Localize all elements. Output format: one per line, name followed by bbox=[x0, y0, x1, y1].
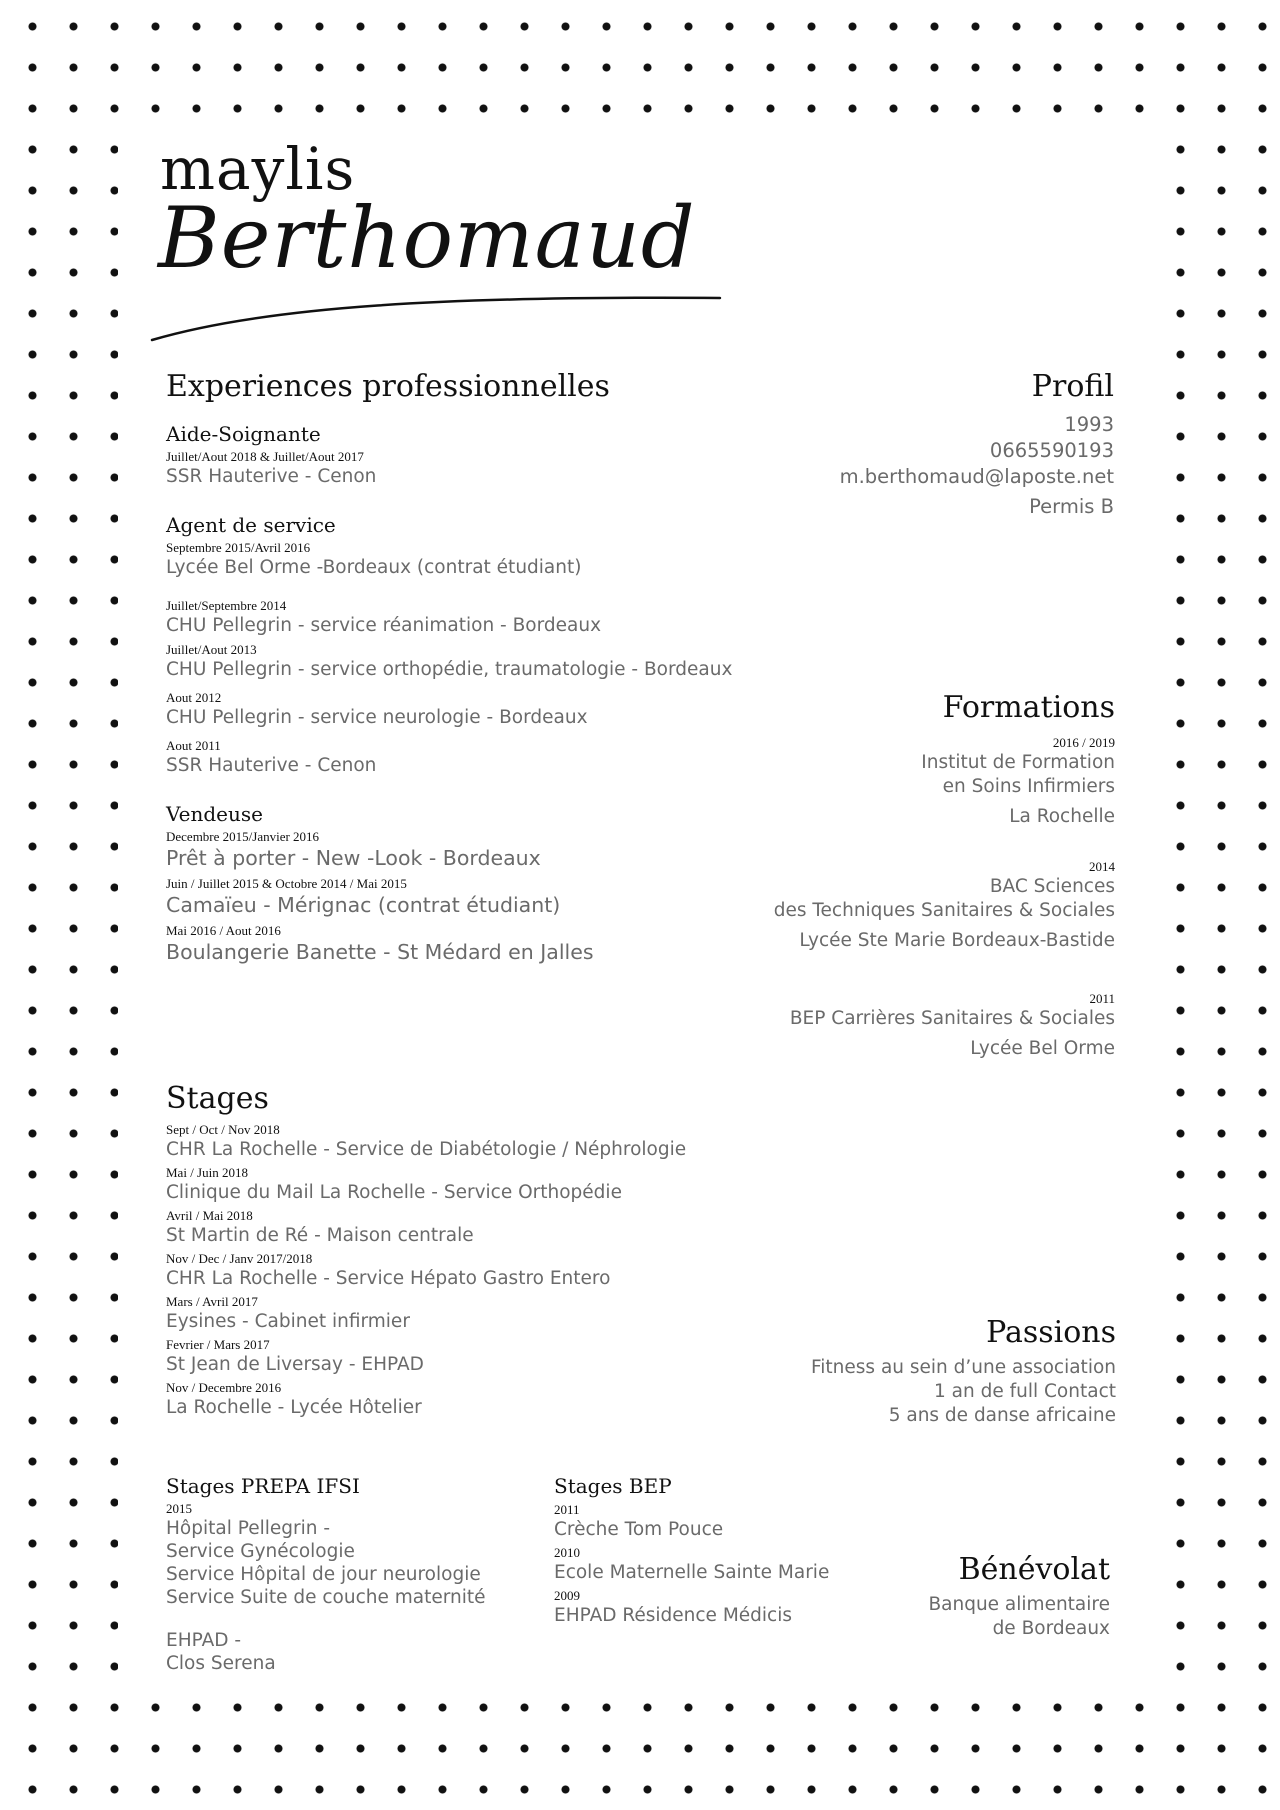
prepa-line: Hôpital Pellegrin - bbox=[166, 1518, 331, 1539]
entry-date: Juin / Juillet 2015 & Octobre 2014 / Mai 2015 bbox=[166, 876, 407, 891]
entry-date: Aout 2011 bbox=[166, 738, 221, 753]
stage-place: La Rochelle - Lycée Hôtelier bbox=[166, 1397, 422, 1418]
formation-date: 2014 bbox=[1089, 859, 1115, 874]
prepa-line: Clos Serena bbox=[166, 1653, 276, 1674]
benevolat-line: de Bordeaux bbox=[992, 1618, 1110, 1639]
stage-date: Mai / Juin 2018 bbox=[166, 1165, 248, 1180]
stages-section bbox=[166, 1081, 786, 1420]
stage-entry bbox=[166, 1122, 786, 1162]
entry-place: CHU Pellegrin - service réanimation - Bordeaux bbox=[166, 615, 602, 636]
profil-title: Profil bbox=[1031, 369, 1114, 404]
job-role: Vendeuse bbox=[166, 802, 263, 826]
formation-place: Lycée Ste Marie Bordeaux-Bastide bbox=[799, 930, 1115, 951]
entry-date: Mai 2016 / Aout 2016 bbox=[166, 923, 281, 938]
bep-stage-place: Ecole Maternelle Sainte Marie bbox=[554, 1562, 830, 1583]
bep-stages-title: Stages BEP bbox=[554, 1474, 672, 1498]
stage-entry bbox=[166, 1294, 786, 1334]
entry-place: Prêt à porter - New -Look - Bordeaux bbox=[166, 846, 541, 870]
last-name: Berthomaud bbox=[158, 189, 696, 287]
prepa-line: EHPAD - bbox=[166, 1630, 242, 1651]
formation-line: Institut de Formation bbox=[921, 752, 1115, 773]
driving-licence: Permis B bbox=[1029, 495, 1114, 518]
stage-place: Clinique du Mail La Rochelle - Service Orthopédie bbox=[166, 1182, 622, 1203]
bep-stage-entry bbox=[554, 1502, 894, 1542]
formation-date: 2011 bbox=[1089, 991, 1115, 1006]
stage-date: Nov / Dec / Janv 2017/2018 bbox=[166, 1251, 313, 1266]
passion-line: Fitness au sein d’une association bbox=[810, 1357, 1116, 1378]
stage-date: Avril / Mai 2018 bbox=[166, 1208, 253, 1223]
bep-stage-entry bbox=[554, 1545, 894, 1585]
birth-year: 1993 bbox=[1064, 413, 1114, 436]
job-entry bbox=[166, 540, 806, 580]
passion-line: 5 ans de danse africaine bbox=[888, 1405, 1116, 1426]
profil-section bbox=[760, 369, 1114, 520]
formation-entry bbox=[700, 735, 1115, 829]
formation-line: en Soins Infirmiers bbox=[942, 776, 1115, 797]
entry-place: SSR Hauterive - Cenon bbox=[166, 466, 377, 487]
stage-entry bbox=[166, 1165, 786, 1205]
job-entry bbox=[166, 449, 806, 489]
benevolat-section bbox=[880, 1552, 1110, 1641]
passion-line: 1 an de full Contact bbox=[934, 1381, 1116, 1402]
prepa-line: Service Suite de couche maternité bbox=[166, 1587, 486, 1608]
passions-title: Passions bbox=[986, 1315, 1116, 1350]
stage-place: St Jean de Liversay - EHPAD bbox=[166, 1354, 424, 1375]
job-role: Agent de service bbox=[166, 513, 336, 537]
stage-place: Eysines - Cabinet infirmier bbox=[166, 1311, 410, 1332]
formation-entry bbox=[700, 859, 1115, 953]
benevolat-title: Bénévolat bbox=[958, 1552, 1110, 1587]
entry-date: Septembre 2015/Avril 2016 bbox=[166, 540, 311, 555]
formation-line: BEP Carrières Sanitaires & Sociales bbox=[789, 1008, 1115, 1029]
stages-title: Stages bbox=[166, 1081, 269, 1116]
formations-title: Formations bbox=[942, 690, 1115, 725]
bep-stage-date: 2009 bbox=[554, 1588, 580, 1603]
prepa-title: Stages PREPA IFSI bbox=[166, 1474, 360, 1498]
phone-number: 0665590193 bbox=[989, 439, 1114, 462]
entry-date: Aout 2012 bbox=[166, 690, 222, 705]
first-name: maylis bbox=[160, 135, 356, 203]
stage-date: Fevrier / Mars 2017 bbox=[166, 1337, 270, 1352]
entry-place: SSR Hauterive - Cenon bbox=[166, 755, 377, 776]
job-aide-soignante bbox=[166, 422, 806, 489]
entry-date: Juillet/Aout 2013 bbox=[166, 642, 257, 657]
bep-stage-place: Crèche Tom Pouce bbox=[554, 1519, 724, 1540]
stage-place: CHR La Rochelle - Service Hépato Gastro Entero bbox=[166, 1268, 611, 1289]
stage-place: CHR La Rochelle - Service de Diabétologie / Néphrologie bbox=[166, 1139, 687, 1160]
formation-line: BAC Sciences bbox=[989, 876, 1115, 897]
prepa-line: Service Hôpital de jour neurologie bbox=[166, 1564, 481, 1585]
bep-stage-date: 2011 bbox=[554, 1502, 580, 1517]
stage-place: St Martin de Ré - Maison centrale bbox=[166, 1225, 474, 1246]
stage-entry bbox=[166, 1208, 786, 1248]
benevolat-line: Banque alimentaire bbox=[928, 1594, 1110, 1615]
bep-stage-entry bbox=[554, 1588, 894, 1628]
name-underline-stroke bbox=[148, 286, 728, 346]
bep-stage-place: EHPAD Résidence Médicis bbox=[554, 1605, 792, 1626]
formation-place: Lycée Bel Orme bbox=[970, 1038, 1115, 1059]
entry-place: CHU Pellegrin - service neurologie - Bordeaux bbox=[166, 707, 588, 728]
job-entry bbox=[166, 598, 806, 638]
stage-entry bbox=[166, 1380, 786, 1420]
entry-date: Juillet/Aout 2018 & Juillet/Aout 2017 bbox=[166, 449, 364, 464]
passions-section bbox=[760, 1315, 1116, 1428]
entry-place: Lycée Bel Orme -Bordeaux (contrat étudiant) bbox=[166, 557, 582, 578]
formation-entry bbox=[700, 991, 1115, 1061]
stage-date: Sept / Oct / Nov 2018 bbox=[166, 1122, 280, 1137]
experiences-title: Experiences professionnelles bbox=[166, 369, 610, 404]
entry-place: Camaïeu - Mérignac (contrat étudiant) bbox=[166, 893, 561, 917]
email-address: m.berthomaud@laposte.net bbox=[839, 465, 1114, 488]
job-role: Aide-Soignante bbox=[166, 422, 321, 446]
entry-date: Juillet/Septembre 2014 bbox=[166, 598, 287, 613]
prepa-date: 2015 bbox=[166, 1501, 192, 1516]
stage-entry bbox=[166, 1337, 786, 1377]
job-entry bbox=[166, 642, 806, 682]
bep-stage-date: 2010 bbox=[554, 1545, 580, 1560]
formations-section bbox=[700, 690, 1115, 1061]
bep-stages-section bbox=[554, 1474, 894, 1628]
stage-date: Nov / Decembre 2016 bbox=[166, 1380, 282, 1395]
entry-place: Boulangerie Banette - St Médard en Jalles bbox=[166, 940, 594, 964]
prepa-section bbox=[166, 1474, 546, 1675]
entry-place: CHU Pellegrin - service orthopédie, traumatologie - Bordeaux bbox=[166, 659, 733, 680]
entry-date: Decembre 2015/Janvier 2016 bbox=[166, 829, 320, 844]
formation-date: 2016 / 2019 bbox=[1052, 735, 1115, 750]
formation-line: des Techniques Sanitaires & Sociales bbox=[773, 900, 1115, 921]
prepa-line: Service Gynécologie bbox=[166, 1541, 355, 1562]
stage-date: Mars / Avril 2017 bbox=[166, 1294, 258, 1309]
stage-entry bbox=[166, 1251, 786, 1291]
formation-place: La Rochelle bbox=[1009, 806, 1115, 827]
